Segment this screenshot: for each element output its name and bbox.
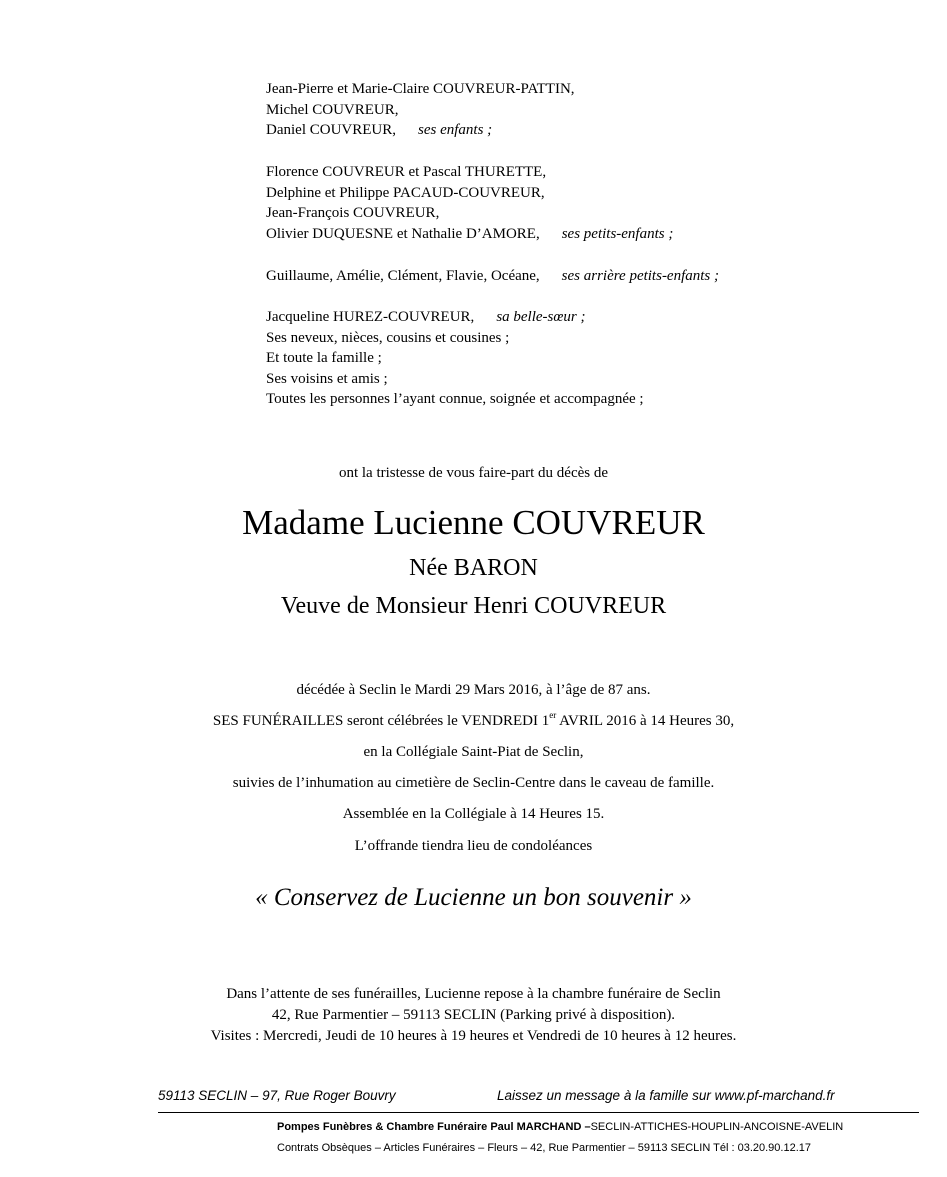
great-grandchildren-block (266, 266, 719, 287)
death-line: décédée à Seclin le Mardi 29 Mars 2016, à l’âge de 87 ans. (296, 682, 651, 698)
church-line: en la Collégiale Saint-Piat de Seclin, (363, 744, 584, 760)
footer-company: Pompes Funèbres & Chambre Funéraire Paul MARCHAND –SECLIN-ATTICHES-HOUPLIN-ANCOISNE-AVELIN (277, 1121, 844, 1133)
footer-message: Laissez un message à la famille sur www.pf-marchand.fr (497, 1088, 835, 1103)
sister-in-law-line: Jacqueline HUREZ-COUVREUR, sa belle-sœur ; (266, 309, 586, 325)
footer-address: 59113 SECLIN – 97, Rue Roger Bouvry (158, 1088, 396, 1103)
offering-line: L’offrande tiendra lieu de condoléances (354, 838, 593, 854)
child-line: Jean-Pierre et Marie-Claire COUVREUR-PATTIN, (266, 81, 575, 97)
assembly-line: Assemblée en la Collégiale à 14 Heures 15. (342, 806, 605, 822)
maiden-name: Née BARON (409, 555, 538, 581)
widow-of: Veuve de Monsieur Henri COUVREUR (280, 593, 667, 619)
grandchild-line: Delphine et Philippe PACAUD-COUVREUR, (266, 184, 545, 201)
grandchildren-block (266, 162, 673, 244)
role-label: ses petits-enfants ; (561, 225, 674, 242)
relatives-line: Ses voisins et amis ; (266, 370, 388, 387)
announcement: ont la tristesse de vous faire-part du décès de (338, 465, 609, 481)
great-grandchildren-line: Guillaume, Amélie, Clément, Flavie, Océane, ses arrière petits-enfants ; (266, 268, 720, 284)
funeral-line: SES FUNÉRAILLES seront célébrées le VENDREDI 1er AVRIL 2016 à 14 Heures 30, (212, 710, 735, 729)
relatives-line: Ses neveux, nièces, cousins et cousines ; (266, 329, 510, 346)
relatives-line: Et toute la famille ; (266, 350, 382, 367)
footer-services: Contrats Obsèques – Articles Funéraires – Fleurs – 42, Rue Parmentier – 59113 SECLIN Tél : 03.20.90.12.17 (277, 1142, 811, 1154)
role-label: ses enfants ; (418, 122, 493, 139)
memorial-quote: « Conservez de Lucienne un bon souvenir » (255, 884, 692, 911)
rest-line-1: Dans l’attente de ses funérailles, Lucienne repose à la chambre funéraire de Seclin (226, 986, 721, 1002)
grandchild-line: Jean-François COUVREUR, (266, 205, 440, 222)
grandchild-line: Florence COUVREUR et Pascal THURETTE, (266, 164, 547, 180)
children-block (266, 79, 575, 141)
deceased-name: Madame Lucienne COUVREUR (242, 503, 705, 542)
burial-line: suivies de l’inhumation au cimetière de Seclin-Centre dans le caveau de famille. (232, 775, 715, 791)
role-label: ses arrière petits-enfants ; (561, 268, 720, 284)
rest-line-2: 42, Rue Parmentier – 59113 SECLIN (Parking privé à disposition). (271, 1007, 676, 1023)
other-family-block (266, 307, 644, 410)
child-line: Daniel COUVREUR, ses enfants ; (266, 122, 493, 139)
grandchild-line: Olivier DUQUESNE et Nathalie D’AMORE, ses petits-enfants ; (266, 225, 674, 242)
role-label: sa belle-sœur ; (496, 309, 586, 325)
relatives-line: Toutes les personnes l’ayant connue, soignée et accompagnée ; (266, 391, 644, 408)
child-line: Michel COUVREUR, (266, 101, 399, 118)
rest-line-3: Visites : Mercredi, Jeudi de 10 heures à 19 heures et Vendredi de 10 heures à 12 heures. (210, 1028, 737, 1044)
footer-divider (158, 1112, 919, 1113)
